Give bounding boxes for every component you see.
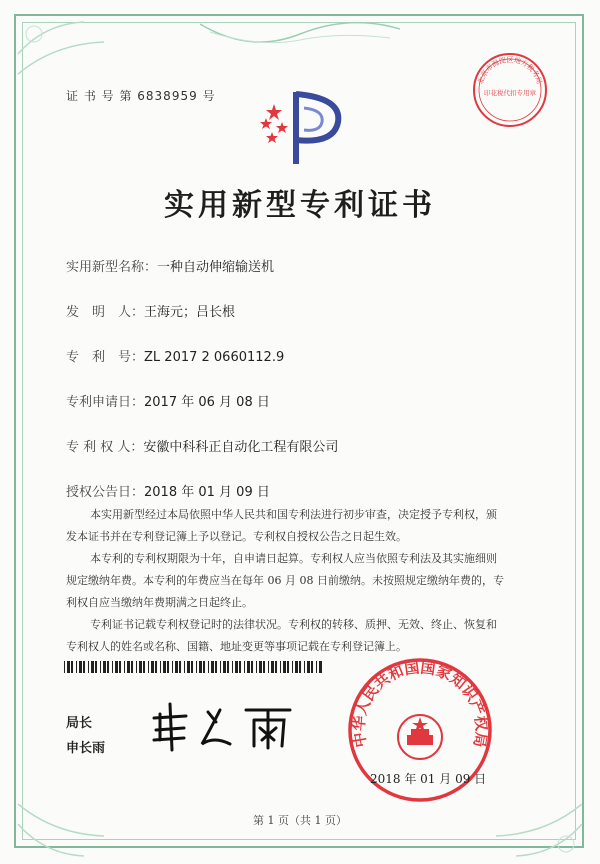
field-row-patentee (66, 436, 338, 455)
barcode-bar (127, 661, 130, 673)
field-row-patent-number (66, 346, 284, 365)
barcode-bar (287, 661, 289, 673)
barcode-bar (151, 661, 154, 673)
barcode-bar (223, 661, 226, 673)
barcode-bar (179, 661, 181, 673)
national-emblem-icon (398, 715, 442, 759)
barcode-bar (259, 661, 262, 673)
field-label: 专利申请日： (66, 395, 145, 410)
barcode-bar (163, 661, 166, 673)
barcode-bar (263, 661, 265, 673)
barcode-bar (64, 661, 65, 673)
barcode-bar (103, 661, 106, 673)
barcode-bar (119, 661, 121, 673)
barcode-bar (175, 661, 178, 673)
tax-stamp-seal (470, 50, 550, 130)
barcode-bar (311, 661, 313, 673)
field-label: 专 利 权 人： (66, 440, 144, 455)
barcode-bar (187, 661, 190, 673)
paragraph-line: 规定缴纳年费。本专利的年费应当在每年 06 月 08 日前缴纳。未按照规定缴纳年费的，专 (66, 574, 504, 587)
barcode-bar (83, 661, 85, 673)
barcode-bar (251, 661, 253, 673)
paragraph-line: 专利证书记载专利权登记时的法律状况。专利权的转移、质押、无效、终止、恢复和 (90, 618, 497, 631)
barcode-bar (196, 661, 197, 673)
svg-text:印花税代扣专用章: 印花税代扣专用章 (484, 89, 536, 97)
barcode-bar (167, 661, 169, 673)
barcode-bar (136, 661, 137, 673)
field-value: ZL 2017 2 0660112.9 (144, 350, 285, 365)
barcode-bar (299, 661, 301, 673)
barcode-bar (71, 661, 73, 673)
barcode-bar (295, 661, 298, 673)
barcode-bar (191, 661, 193, 673)
barcode-bar (79, 661, 82, 673)
barcode-bar (307, 661, 310, 673)
field-label: 发 明 人： (66, 305, 145, 320)
barcode-bar (275, 661, 277, 673)
certificate-number-label: 证 书 号 第 (66, 89, 133, 103)
svg-text:北京市海淀区地方税务局: 北京市海淀区地方税务局 (476, 56, 544, 86)
barcode-bar (95, 661, 97, 673)
svg-text:中华人民共和国国家知识产权局: 中华人民共和国国家知识产权局 (349, 658, 491, 749)
paragraph-grant-statement (66, 504, 536, 548)
barcode-bar (211, 661, 214, 673)
barcode-bar (220, 661, 221, 673)
barcode-bar (131, 661, 133, 673)
seal-date: 2018 年 01 月 09 日 (370, 772, 487, 786)
field-label: 专 利 号： (66, 350, 145, 365)
paragraph-legal-status (66, 614, 536, 658)
barcode-bar (112, 661, 113, 673)
barcode-bar (115, 661, 118, 673)
paragraph-line: 本专利的专利权期限为十年，自申请日起算。专利权人应当依照专利法及其实施细则 (90, 552, 497, 565)
barcode-bar (139, 661, 142, 673)
barcode-bar (208, 661, 209, 673)
barcode-bar (215, 661, 217, 673)
paragraph-line: 本实用新型经过本局依照中华人民共和国专利法进行初步审查，决定授予专利权，颁 (90, 508, 497, 521)
barcode-bar (88, 661, 89, 673)
certificate-title: 实用新型专利证书 (164, 188, 436, 223)
barcode-bar (143, 661, 145, 673)
certificate-number (66, 87, 216, 104)
director-name: 申长雨 (66, 741, 106, 756)
director-title: 局长 (66, 716, 93, 731)
director-signature (150, 700, 300, 752)
logo-star (266, 132, 278, 143)
paragraph-line: 发本证书并在专利登记簿上予以登记。专利权自授权公告之日起生效。 (66, 530, 407, 543)
barcode-bar (203, 661, 205, 673)
certificate-number-value: 6838959 (137, 89, 198, 103)
barcode-bar (100, 661, 101, 673)
paragraph-line: 利权自应当缴纳年费期满之日起终止。 (66, 596, 253, 609)
barcode-bar (280, 661, 281, 673)
barcode-bar (155, 661, 157, 673)
barcode-bar (227, 661, 229, 673)
barcode-bar (283, 661, 286, 673)
barcode (64, 661, 324, 673)
barcode-bar (256, 661, 257, 673)
barcode-bar (235, 661, 238, 673)
barcode-bar (76, 661, 77, 673)
top-garland-ornament (200, 14, 400, 54)
field-row-grant-date (66, 481, 270, 500)
logo-star (276, 122, 288, 133)
barcode-bar (91, 661, 94, 673)
barcode-bar (268, 661, 269, 673)
field-label: 实用新型名称： (66, 260, 158, 275)
field-value: 一种自动伸缩输送机 (157, 260, 275, 275)
field-value: 2018 年 01 月 09 日 (144, 485, 270, 500)
barcode-bar (148, 661, 149, 673)
paragraph-line: 专利权人的姓名或名称、国籍、地址变更等事项记载在专利登记簿上。 (66, 640, 407, 653)
barcode-bar (160, 661, 161, 673)
logo-star (266, 104, 282, 120)
certificate-number-suffix: 号 (202, 89, 216, 103)
barcode-bar (304, 661, 305, 673)
cnipa-logo (244, 84, 354, 170)
barcode-bar (319, 661, 322, 673)
barcode-bar (292, 661, 293, 673)
barcode-bar (244, 661, 245, 673)
barcode-bar (232, 661, 233, 673)
barcode-bar (184, 661, 185, 673)
field-value: 安徽中科科正自动化工程有限公司 (143, 440, 339, 455)
barcode-bar (271, 661, 274, 673)
field-label: 授权公告日： (66, 485, 145, 500)
logo-star (260, 118, 272, 129)
field-row-inventor (66, 301, 235, 320)
barcode-bar (107, 661, 109, 673)
field-row-application-date (66, 391, 270, 410)
barcode-bar (247, 661, 250, 673)
barcode-bar (199, 661, 202, 673)
barcode-bar (124, 661, 125, 673)
barcode-bar (316, 661, 317, 673)
field-value: 2017 年 06 月 08 日 (144, 395, 270, 410)
field-row-utility-model-name (66, 256, 274, 275)
page-footer: 第 1 页（共 1 页） (253, 814, 347, 827)
barcode-bar (239, 661, 241, 673)
paragraph-term-and-fees (66, 548, 536, 614)
field-value: 王海元；吕长根 (144, 305, 236, 320)
barcode-bar (67, 661, 70, 673)
barcode-bar (172, 661, 173, 673)
